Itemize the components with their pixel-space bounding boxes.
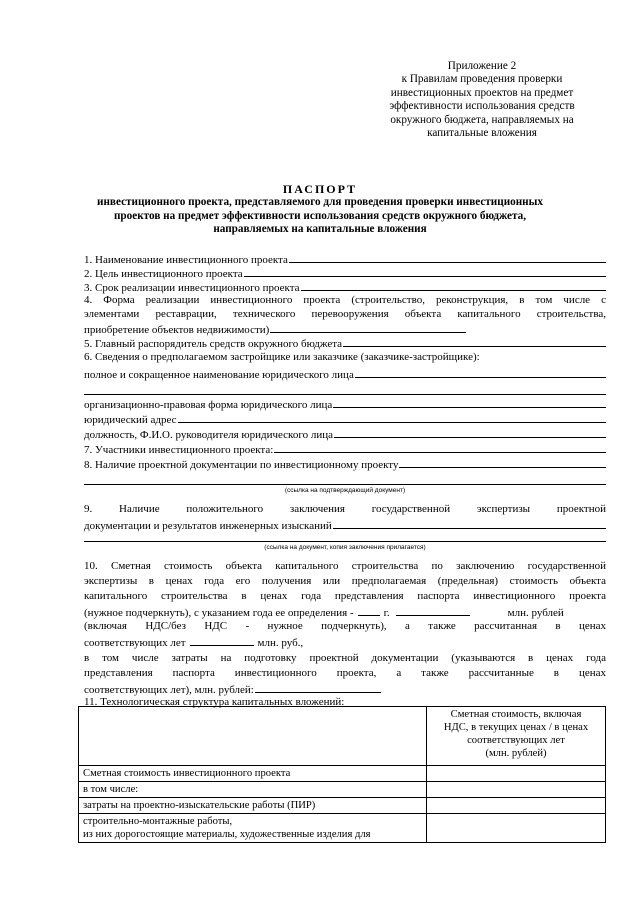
field-label: юридический адрес: [84, 414, 177, 426]
field-label: 2. Цель инвестиционного проекта: [84, 268, 243, 280]
table-row-label: в том числе:: [79, 782, 427, 798]
field-project-docs: [84, 457, 606, 472]
fill-line[interactable]: [274, 442, 606, 453]
fill-line[interactable]: [84, 541, 606, 542]
field-legal-name: [84, 367, 606, 382]
field-project-term: [84, 280, 606, 295]
field-project-name: [84, 252, 606, 267]
appendix-line: окружного бюджета, направляемых на: [390, 113, 574, 126]
fill-line[interactable]: [84, 394, 606, 395]
table-row-label: Сметная стоимость инвестиционного проекта: [79, 766, 427, 782]
field-label: капитального строительства в ценах года представления паспорта инвестиционного проекта: [84, 590, 606, 602]
field-note: (ссылка на подтверждающий документ): [284, 487, 406, 494]
fill-line[interactable]: [270, 322, 466, 333]
field-expertise-line1: [84, 503, 606, 516]
field-label: 10. Сметная стоимость объекта капитального строительства по заключению государственной: [84, 560, 606, 572]
header-line: соответствующих лет: [467, 735, 565, 746]
table-cell[interactable]: [79, 707, 427, 766]
field-project-form-line3: [84, 322, 606, 337]
field-cost-line1: [84, 560, 606, 573]
table-value-cell[interactable]: [427, 798, 606, 814]
field-cost-line3: [84, 590, 606, 603]
field-cost-line4: [84, 605, 606, 620]
capital-structure-table: [78, 706, 606, 843]
table-row: [79, 814, 606, 843]
field-label: 11. Технологическая структура капитальных вложений:: [84, 696, 345, 708]
header-line: (млн. рублей): [485, 748, 547, 759]
field-label: соответствующих лет: [84, 637, 186, 649]
field-label: 1. Наименование инвестиционного проекта: [84, 254, 288, 266]
field-developer-info: [84, 351, 606, 364]
table-header-row: [79, 707, 606, 766]
field-label: в том числе затраты на подготовку проектной документации (указываются в ценах года: [84, 652, 606, 664]
document-subtitle: [80, 196, 560, 237]
field-label: должность, Ф.И.О. руководителя юридического лица: [84, 429, 333, 441]
field-label: млн. руб.,: [257, 637, 304, 649]
field-legal-head: [84, 427, 606, 442]
fill-line[interactable]: [301, 280, 606, 291]
field-cost-line2: [84, 575, 606, 588]
subtitle-line: инвестиционного проекта, представляемого для проведения проверки инвестиционных: [97, 196, 543, 208]
document-title: ПАСПОРТ: [282, 182, 358, 196]
table-value-cell[interactable]: [427, 782, 606, 798]
field-label: 4. Форма реализации инвестиционного проекта (строительство, реконструкция, в том числе с: [84, 294, 606, 306]
table-row-label: затраты на проектно-изыскательские работы (ПИР): [79, 798, 427, 814]
field-budget-manager: [84, 336, 606, 351]
field-cost-line7: [84, 652, 606, 665]
field-project-form-line1: [84, 294, 606, 307]
field-label: млн. рублей: [507, 607, 564, 619]
fill-line[interactable]: [178, 412, 606, 423]
table-header-cell: [427, 707, 606, 766]
fill-line[interactable]: [343, 336, 606, 347]
fill-line[interactable]: [396, 605, 470, 616]
field-participants: [84, 442, 606, 457]
field-label: (нужное подчеркнуть), с указанием года ее определения -: [84, 607, 354, 619]
fill-line[interactable]: [334, 427, 606, 438]
field-label: полное и сокращенное наименование юридического лица: [84, 369, 354, 381]
field-expertise-line2: [84, 518, 606, 533]
appendix-line: Приложение 2: [447, 60, 517, 72]
appendix-line: инвестиционных проектов на предмет: [390, 86, 574, 99]
field-cost-line9: [84, 682, 606, 697]
field-label: 7. Участники инвестиционного проекта:: [84, 444, 274, 456]
field-label: 5. Главный распорядитель средств окружного бюджета: [84, 338, 343, 350]
fill-line[interactable]: [358, 605, 380, 616]
field-label: (включая НДС/без НДС - нужное подчеркнуть), а также рассчитанная в ценах: [84, 620, 606, 632]
fill-line[interactable]: [289, 252, 606, 263]
field-label: 6. Сведения о предполагаемом застройщике или заказчике (заказчике-застройщике):: [84, 351, 480, 363]
row-label-line: из них дорогостоящие материалы, художественные изделия для: [83, 829, 371, 840]
field-project-form-line2: [84, 308, 606, 321]
field-legal-address: [84, 412, 606, 427]
field-label: представления паспорта инвестиционного проекта, а также рассчитанные в ценах: [84, 667, 606, 679]
fill-line[interactable]: [84, 484, 606, 485]
field-label: приобретение объектов недвижимости): [84, 324, 270, 336]
fill-line[interactable]: [333, 397, 606, 408]
field-project-goal: [84, 266, 606, 281]
table-row: [79, 798, 606, 814]
field-cost-line5: [84, 620, 606, 633]
fill-line[interactable]: [190, 635, 254, 646]
table-value-cell[interactable]: [427, 814, 606, 843]
header-line: НДС, в текущих ценах / в ценах: [443, 722, 589, 733]
fill-line[interactable]: [399, 457, 606, 468]
fill-line[interactable]: [255, 682, 381, 693]
appendix-line: капитальные вложения: [427, 127, 537, 140]
field-cost-line6: [84, 635, 606, 650]
field-label: г.: [383, 607, 390, 619]
field-label: документации и результатов инженерных изысканий: [84, 520, 332, 532]
fill-line[interactable]: [355, 367, 606, 378]
field-cost-line8: [84, 667, 606, 680]
field-label: элементами реставрации, технического перевооружения объекта капитального строительства,: [84, 308, 606, 320]
field-label: 9. Наличие положительного заключения государственной экспертизы проектной: [84, 503, 606, 515]
row-label-line: строительно-монтажные работы,: [83, 816, 233, 827]
field-label: 3. Срок реализации инвестиционного проекта: [84, 282, 300, 294]
appendix-header: [360, 60, 604, 140]
fill-line[interactable]: [244, 266, 606, 277]
table-value-cell[interactable]: [427, 766, 606, 782]
field-label: организационно-правовая форма юридического лица: [84, 399, 333, 411]
field-label: 8. Наличие проектной документации по инвестиционному проекту: [84, 459, 399, 471]
field-note: (ссылка на документ, копия заключения прилагается): [264, 544, 426, 551]
table-row: [79, 782, 606, 798]
subtitle-line: проектов на предмет эффективности использования средств окружного бюджета,: [113, 209, 527, 222]
field-label: соответствующих лет), млн. рублей:: [84, 684, 254, 696]
field-legal-form: [84, 397, 606, 412]
header-line: Сметная стоимость, включая: [450, 709, 582, 720]
appendix-line: к Правилам проведения проверки: [401, 73, 563, 86]
table-row: [79, 766, 606, 782]
field-label: экспертизы в ценах года его получения или предполагаемая (предельная) стоимость объекта: [84, 575, 606, 587]
appendix-line: эффективности использования средств: [389, 100, 575, 113]
table-row-label: [79, 814, 427, 843]
fill-line[interactable]: [333, 518, 606, 529]
subtitle-line: направляемых на капитальные вложения: [213, 223, 427, 236]
